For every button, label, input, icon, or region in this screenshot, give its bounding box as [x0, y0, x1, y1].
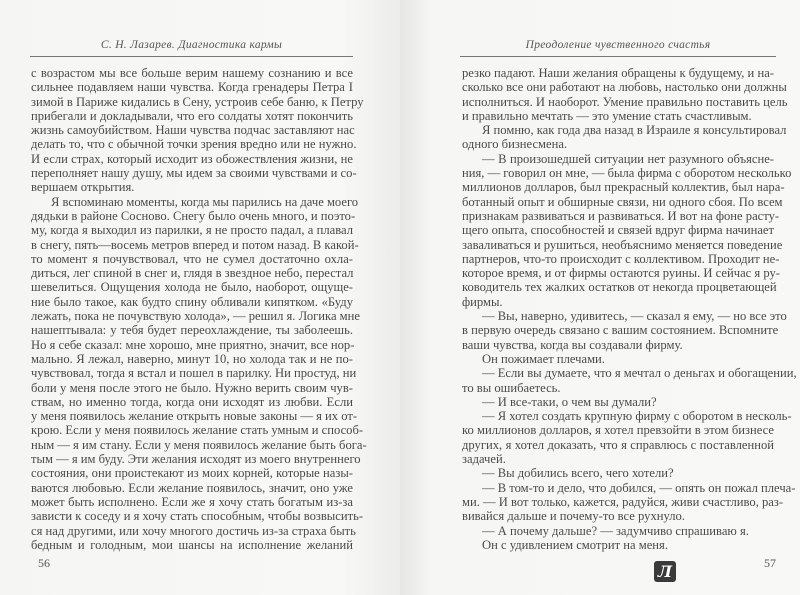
text-line: Он пожимает плечами. — [482, 351, 605, 366]
text-line: других, я хотел доказать, что я справлюсь с поставленной — [462, 437, 774, 452]
text-line: щего опыта, способностей и связей вдруг фирма начинает — [462, 223, 775, 238]
text-line: сколько все они работают на любовь, настолько они должны — [462, 80, 787, 95]
text-line: фирмы. — [462, 294, 503, 309]
right-page — [400, 0, 800, 595]
text-line: с возрастом мы все больше верим нашему сознанию и все — [31, 66, 353, 80]
text-line: ваши чувства, когда вы создавали фирму. — [462, 337, 683, 352]
text-line: — Вы, наверно, удивитесь, — сказал я ему, — но все это — [482, 309, 787, 324]
text-line: — В произошедшей ситуации нет разумного объясне- — [482, 151, 774, 166]
text-line: исполниться. И наоборот. Умение правильно поставить цель — [462, 94, 788, 109]
text-line: — И все-таки, о чем вы думали? — [482, 394, 657, 409]
text-line: шевелиться. Ощущения холода не было, наоборот, ощуще- — [31, 280, 353, 295]
text-line: прибегали и докладывали, что его солдаты хотят покончить — [31, 108, 353, 123]
text-line: ботанный опыт и обширные связи, ни одного сбоя. По всем — [462, 194, 783, 209]
text-line: то момент я почувствовал, что не сумел достаточно охла- — [31, 251, 353, 266]
text-line: зимой в Париже кидались в Сену, устроив себе баню, к Петру — [31, 94, 364, 109]
text-line: Я помню, как года два назад в Израиле я консультировал — [482, 123, 787, 138]
header-rule-right — [460, 56, 776, 57]
text-line: у меня появилось желание открыть новые законы — я их от- — [31, 409, 358, 424]
text-line: — Если вы думаете, что я мечтал о деньгах и обогащении, — [482, 366, 797, 381]
text-line: заваливаться и рушиться, необъяснимо меняется поведение — [462, 237, 783, 252]
text-line: признакам развиваться и развиваться. И вот на фоне расту- — [462, 208, 780, 223]
text-line: то вы ошибаетесь. — [462, 380, 561, 395]
text-line: которое время, и от фирмы остаются руины. И сейчас я ру- — [462, 266, 780, 281]
text-line: может быть исполнено. Если же я хочу стать богатым из-за — [31, 494, 353, 509]
running-head-left: С. Н. Лазарев. Диагностика кармы — [100, 39, 283, 51]
text-line: лежать, пока не почувствую холода», — решил я. Логика мне — [31, 309, 360, 324]
text-line: мально. Я лежал, наверно, минут 10, но холода так и не по- — [31, 351, 353, 366]
text-line: задачей. — [462, 452, 506, 467]
text-line: — А почему дальше? — задумчиво спрашиваю я. — [482, 523, 749, 538]
text-line: вивайся дальше и почему-то все рухнуло. — [462, 509, 685, 524]
text-line: сильнее подавляем наши чувства. Когда гренадеры Петра I — [31, 80, 353, 95]
text-line: партнеров, что-то происходит с коллективом. Проходит не- — [462, 251, 780, 266]
left-page-text — [31, 66, 367, 552]
text-line: жизнь самоубийством. Наши чувства подчас заставляют нас — [31, 123, 355, 138]
page-number-right: 57 — [764, 556, 776, 570]
text-line: тым — я им буду. Эти желания исходят из моего внутреннего — [31, 452, 361, 467]
text-line: — Я хотел создать крупную фирму с оборотом в несколь- — [482, 409, 792, 424]
text-line: диться, лег спиной в снег и, глядя в звездное небо, перестал — [31, 266, 354, 281]
text-line: делать то, что с обычной точки зрения вредно или не нужно. — [31, 137, 357, 152]
text-line: дядьки в районе Сосново. Снегу было очень много, и поэто- — [31, 208, 356, 223]
text-line: ко миллионов долларов, я хотел превзойти в этом бизнесе — [462, 423, 774, 438]
text-line: ми. — И вот только, кажется, радуйся, живи счастливо, раз- — [462, 494, 784, 509]
text-line: вершаем открытия. — [31, 180, 135, 195]
text-line: миллионов долларов, был прекрасный коллектив, был нара- — [462, 180, 785, 195]
text-line: нашептывала: у тебя будет переохлаждение, ты заболеешь. — [31, 323, 353, 338]
header-rule-left — [30, 56, 353, 57]
text-line: в снегу, пять—восемь метров вперед и потом назад. В какой- — [31, 237, 359, 252]
text-line: ствам, но именно тогда, когда они исходят из любви. Если — [31, 394, 353, 409]
text-line: И если страх, который исходит из обожествления жизни, не — [31, 151, 353, 166]
running-head-right: Преодоление чувственного счастья — [525, 39, 711, 51]
text-line: бедным и голодным, мои шансы на исполнение желаний — [31, 537, 353, 552]
text-line: и правильно мечтать — это умение стать счастливым. — [462, 108, 752, 123]
text-line: резко падают. Наши желания обращены к будущему, и на- — [462, 66, 774, 80]
text-line: крою. Если у меня появилось желание стать умным и способ- — [31, 423, 364, 438]
text-line: — В том-то и дело, что добился, — опять он пожал плеча- — [482, 480, 796, 495]
page-number-left: 56 — [38, 556, 50, 570]
text-line: чувствовал, тогда я встал и пошел в парилку. Ни простуд, ни — [31, 366, 357, 381]
text-line: ководитель тех жалких остатков от некогда процветающей — [462, 280, 777, 295]
right-page-text — [462, 66, 797, 552]
text-line: ваются любовью. Если желание появилось, значит, оно уже — [31, 480, 353, 495]
publisher-logo: Л — [654, 561, 676, 582]
text-line: ния, — говорил он мне, — была фирма с оборотом несколько — [462, 166, 792, 181]
text-line: Но я себе сказал: мне хорошо, мне приятно, значит, все нор- — [31, 337, 355, 352]
text-line: одного бизнесмена. — [462, 137, 568, 152]
text-line: Он с удивлением смотрит на меня. — [482, 537, 668, 552]
text-line: переполняет нашу душу, мы идем за своими чувствами и со- — [31, 166, 357, 181]
text-line: Я вспоминаю моменты, когда мы парились на даче моего — [51, 194, 359, 209]
text-line: в первую очередь связано с вашим состоянием. Вспомните — [462, 323, 779, 338]
text-line: боли у меня после этого не было. Нужно верить своим чув- — [31, 380, 353, 395]
text-line: — Вы добились всего, чего хотели? — [482, 466, 674, 481]
text-line: му, когда я выходил из парилки, я не просто падал, а плавал — [31, 223, 353, 238]
text-line: ся над другими, или хочу многого достичь из-за страха быть — [31, 523, 356, 538]
text-line: состояния, они проистекают из моих корней, которые назы- — [31, 466, 353, 481]
text-line: зависти к соседу и я хочу стать способным, чтобы возвысить- — [31, 509, 364, 524]
text-line: ние было такое, как будто спину обливали кипятком. «Буду — [31, 294, 353, 309]
text-line: ным — я им стану. Если у меня появилось желание быть бога- — [31, 437, 367, 452]
